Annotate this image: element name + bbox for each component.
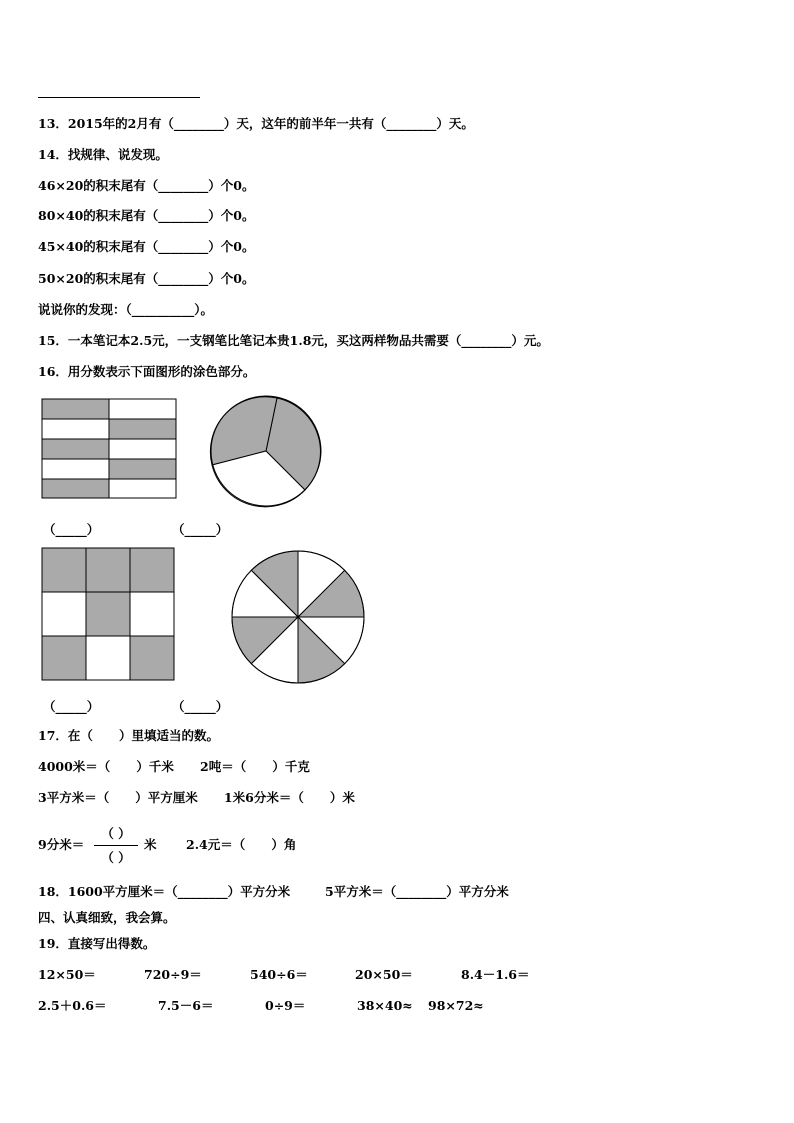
question-14-b: 80×40的积末尾有（________）个0。	[38, 208, 255, 223]
calc-item: 98×72≈	[428, 998, 484, 1013]
answer-blank-4[interactable]: （_____）	[172, 699, 229, 714]
question-17-b: 3平方米＝（ ）平方厘米 1米6分米＝（ ）米	[38, 790, 355, 805]
question-17: 17．在（ ）里填适当的数。	[38, 728, 220, 743]
question-14: 14．找规律、说发现。	[38, 147, 168, 162]
fraction-blank[interactable]	[92, 824, 140, 866]
question-19: 19．直接写出得数。	[38, 936, 156, 951]
header-rule	[38, 97, 200, 98]
question-14-c: 45×40的积末尾有（________）个0。	[38, 239, 255, 254]
fraction-numerator[interactable]: （ ）	[101, 826, 131, 841]
question-17-c-right: 2.4元＝（ ）角	[186, 837, 297, 852]
calc-item: 20×50＝	[355, 967, 413, 982]
question-17-c-left: 9分米＝	[38, 837, 85, 852]
question-15: 15．一本笔记本2.5元，一支钢笔比笔记本贵1.8元，买这两样物品共需要（________）元。	[38, 333, 549, 348]
answer-blank-2[interactable]: （_____）	[172, 522, 229, 537]
answer-blank-3[interactable]: （_____）	[43, 699, 100, 714]
question-16: 16．用分数表示下面图形的涂色部分。	[38, 364, 256, 379]
question-14-finding: 说说你的发现：（__________）。	[38, 302, 214, 317]
section-4-heading: 四、认真细致，我会算。	[38, 910, 176, 925]
fraction-denominator[interactable]: （ ）	[101, 850, 131, 865]
question-14-a: 46×20的积末尾有（________）个0。	[38, 178, 255, 193]
calc-item: 12×50＝	[38, 967, 96, 982]
calc-item: 540÷6＝	[250, 967, 308, 982]
question-14-d: 50×20的积末尾有（________）个0。	[38, 271, 255, 286]
shaded-circle-thirds	[208, 394, 326, 510]
question-18: 18．1600平方厘米＝（________）平方分米 5平方米＝（________）平方分米	[38, 884, 509, 899]
fraction-bar	[94, 845, 138, 846]
calc-item: 2.5＋0.6＝	[38, 998, 107, 1013]
calc-item: 38×40≈	[357, 998, 413, 1013]
question-17-a: 4000米＝（ ）千米 2吨＝（ ）千克	[38, 759, 310, 774]
question-13: 13．2015年的2月有（________）天，这年的前半年一共有（________）天。	[38, 116, 474, 131]
shaded-circle-eighths	[230, 549, 366, 685]
answer-blank-1[interactable]: （_____）	[43, 522, 100, 537]
calc-item: 720÷9＝	[144, 967, 202, 982]
shaded-square-grid	[40, 546, 176, 682]
calc-item: 0÷9＝	[265, 998, 306, 1013]
shaded-rectangle-grid	[40, 397, 180, 500]
question-17-c-unit: 米	[144, 837, 157, 852]
calc-item: 7.5－6＝	[158, 998, 214, 1013]
calc-item: 8.4－1.6＝	[461, 967, 530, 982]
